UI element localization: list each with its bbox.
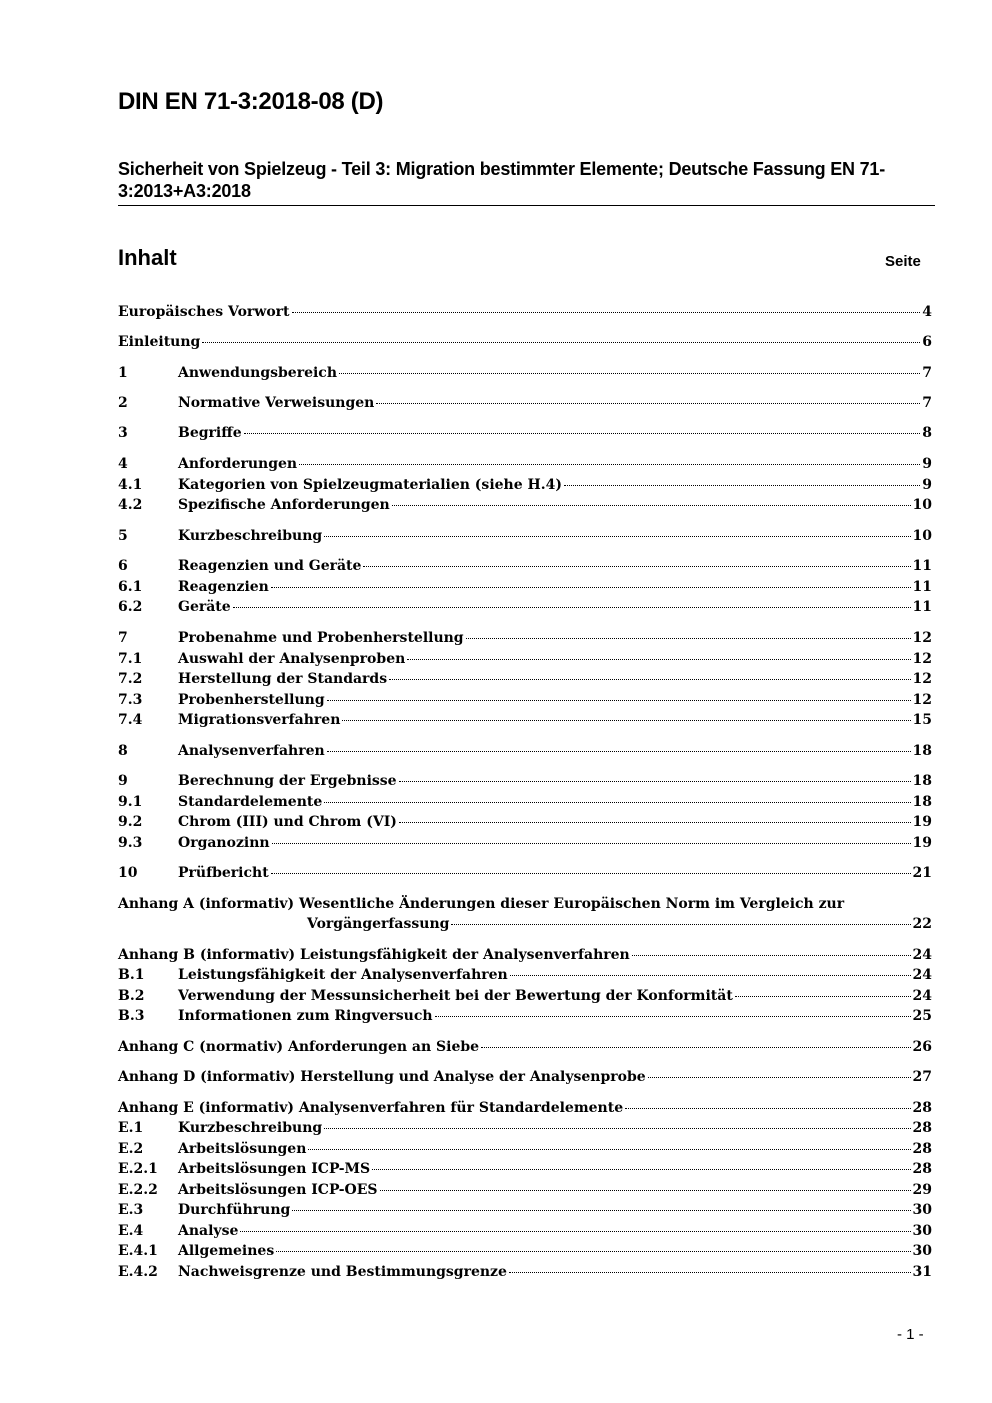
toc-entry-title: Nachweisgrenze und Bestimmungsgrenze <box>178 1264 507 1280</box>
dot-leader <box>735 996 911 997</box>
toc-entry-title: Analysenverfahren <box>178 743 325 759</box>
toc-entry-page: 29 <box>912 1182 932 1198</box>
toc-entry-page: 25 <box>912 1008 932 1024</box>
toc-entry[interactable] <box>118 597 932 617</box>
dot-leader <box>327 751 911 752</box>
dot-leader <box>292 1210 910 1211</box>
toc-entry[interactable] <box>118 1098 932 1118</box>
toc-entry[interactable] <box>118 669 932 689</box>
toc-entry-title: Herstellung der Standards <box>178 671 388 687</box>
toc-entry[interactable] <box>118 649 932 669</box>
toc-entry[interactable] <box>118 1118 932 1138</box>
dot-leader <box>324 1128 910 1129</box>
toc-entry-number: B.1 <box>118 967 145 983</box>
toc-entry[interactable] <box>118 556 932 576</box>
toc-entry-number: 6.1 <box>118 579 143 595</box>
toc-entry-page: 18 <box>912 773 932 789</box>
toc-entry-number: E.1 <box>118 1120 144 1136</box>
toc-entry-title: Spezifische Anforderungen <box>178 497 390 513</box>
toc-entry-number: 7 <box>118 630 128 646</box>
toc-entry[interactable] <box>118 577 932 597</box>
toc-entry[interactable] <box>118 1241 932 1261</box>
toc-entry[interactable] <box>118 1067 932 1087</box>
toc-entry-number: 4.1 <box>118 477 143 493</box>
toc-entry-title: Probenahme und Probenherstellung <box>178 630 464 646</box>
toc-entry[interactable] <box>118 863 932 883</box>
dot-leader <box>392 505 911 506</box>
toc-entry-page: 21 <box>912 865 932 881</box>
dot-leader <box>625 1108 910 1109</box>
toc-entry-title: Prüfbericht <box>178 865 269 881</box>
table-of-contents <box>118 0 932 1403</box>
dot-leader <box>389 679 910 680</box>
toc-entry-title: Einleitung <box>118 334 201 350</box>
toc-entry-title: Reagenzien und Geräte <box>178 558 362 574</box>
toc-entry-number: 9 <box>118 773 128 789</box>
toc-entry-page: 24 <box>912 967 932 983</box>
dot-leader <box>451 924 910 925</box>
toc-entry-page: 19 <box>912 835 932 851</box>
toc-entry-number: 10 <box>118 865 138 881</box>
toc-entry[interactable] <box>118 690 932 710</box>
dot-leader <box>648 1077 911 1078</box>
toc-entry-page: 30 <box>912 1243 932 1259</box>
dot-leader <box>466 638 911 639</box>
toc-entry-page: 11 <box>912 599 932 615</box>
toc-entry-page: 15 <box>912 712 932 728</box>
toc-entry[interactable] <box>118 833 932 853</box>
toc-entry-number: 9.2 <box>118 814 143 830</box>
toc-entry-title: Chrom (III) und Chrom (VI) <box>178 814 397 830</box>
toc-entry[interactable] <box>118 1159 932 1179</box>
toc-entry[interactable] <box>118 1037 932 1057</box>
toc-entry-page: 12 <box>912 630 932 646</box>
toc-entry[interactable] <box>118 710 932 730</box>
toc-entry-number: 8 <box>118 743 128 759</box>
toc-entry-title: Allgemeines <box>178 1243 275 1259</box>
toc-entry-title: Arbeitslösungen ICP-OES <box>178 1182 378 1198</box>
toc-entry-number: 4.2 <box>118 497 143 513</box>
toc-entry-title: Anforderungen <box>178 456 298 472</box>
toc-entry-title: Durchführung <box>178 1202 291 1218</box>
dot-leader <box>244 433 921 434</box>
dot-leader <box>632 955 911 956</box>
toc-entry-title: Standardelemente <box>178 794 323 810</box>
toc-entry-number: E.4 <box>118 1223 144 1239</box>
toc-entry[interactable] <box>118 1006 932 1026</box>
toc-entry-number: 5 <box>118 528 128 544</box>
toc-entry-title: Kategorien von Spielzeugmaterialien (siehe H.4) <box>178 477 562 493</box>
toc-entry-page: 10 <box>912 528 932 544</box>
toc-entry-title: Organozinn <box>178 835 270 851</box>
toc-entry-page: 24 <box>912 988 932 1004</box>
dot-leader <box>407 659 910 660</box>
dot-leader <box>376 403 920 404</box>
toc-entry[interactable] <box>118 771 932 791</box>
toc-entry-title: Analyse <box>178 1223 239 1239</box>
dot-leader <box>327 700 911 701</box>
toc-entry[interactable] <box>118 363 932 383</box>
dot-leader <box>510 975 911 976</box>
toc-entry-number: 7.2 <box>118 671 143 687</box>
toc-entry[interactable] <box>118 894 932 934</box>
toc-entry-number: 6 <box>118 558 128 574</box>
toc-entry-title: Berechnung der Ergebnisse <box>178 773 397 789</box>
toc-entry-page: 11 <box>912 579 932 595</box>
dot-leader <box>271 587 911 588</box>
toc-entry-page: 28 <box>912 1100 932 1116</box>
dot-leader <box>271 873 911 874</box>
toc-entry-number: E.4.2 <box>118 1264 158 1280</box>
dot-leader <box>292 312 921 313</box>
toc-entry-title-continuation: Vorgängerfassung <box>307 916 450 932</box>
toc-entry-page: 28 <box>912 1161 932 1177</box>
toc-entry[interactable] <box>118 495 932 515</box>
toc-entry-page: 30 <box>912 1223 932 1239</box>
toc-heading: Inhalt <box>118 245 177 270</box>
toc-entry-page: 30 <box>912 1202 932 1218</box>
toc-entry-page: 6 <box>922 334 932 350</box>
dot-leader <box>363 566 910 567</box>
dot-leader <box>308 1149 910 1150</box>
toc-entry-number: B.2 <box>118 988 145 1004</box>
document-id: DIN EN 71-3:2018-08 (D) <box>118 88 384 115</box>
dot-leader <box>399 822 911 823</box>
toc-entry[interactable] <box>118 526 932 546</box>
toc-entry-number: 6.2 <box>118 599 143 615</box>
dot-leader <box>324 802 910 803</box>
toc-entry-page: 28 <box>912 1141 932 1157</box>
toc-entry-page: 10 <box>912 497 932 513</box>
dot-leader <box>276 1251 910 1252</box>
toc-entry-number: 9.3 <box>118 835 143 851</box>
toc-entry-page: 8 <box>922 425 932 441</box>
toc-entry-title: Normative Verweisungen <box>178 395 375 411</box>
toc-entry-title: Europäisches Vorwort <box>118 304 290 320</box>
toc-entry-page: 4 <box>922 304 932 320</box>
toc-entry-title: Geräte <box>178 599 231 615</box>
toc-entry-title: Kurzbeschreibung <box>178 528 323 544</box>
toc-entry-title: Kurzbeschreibung <box>178 1120 323 1136</box>
toc-entry-title: Anhang B (informativ) Leistungsfähigkeit der Analysenverfahren <box>118 947 630 963</box>
dot-leader <box>339 373 920 374</box>
page-number: - 1 - <box>897 1326 924 1343</box>
dot-leader <box>324 536 910 537</box>
toc-entry-number: 7.3 <box>118 692 143 708</box>
toc-entry-page: 12 <box>912 692 932 708</box>
toc-entry-number: 3 <box>118 425 128 441</box>
toc-entry-page: 9 <box>922 456 932 472</box>
toc-entry-title: Arbeitslösungen <box>178 1141 307 1157</box>
toc-page-label: Seite <box>885 253 921 270</box>
toc-entry-page: 12 <box>912 651 932 667</box>
toc-entry-title: Arbeitslösungen ICP-MS <box>178 1161 371 1177</box>
toc-entry-title: Reagenzien <box>178 579 269 595</box>
dot-leader <box>372 1169 910 1170</box>
toc-entry-title: Probenherstellung <box>178 692 325 708</box>
dot-leader <box>564 485 920 486</box>
dot-leader <box>202 342 920 343</box>
toc-entry-number: 7.4 <box>118 712 143 728</box>
toc-entry-number: 9.1 <box>118 794 143 810</box>
toc-entry-page: 9 <box>922 477 932 493</box>
toc-entry-page: 18 <box>912 794 932 810</box>
dot-leader <box>399 781 911 782</box>
toc-entry-number: E.2.1 <box>118 1161 158 1177</box>
toc-entry[interactable] <box>118 945 932 965</box>
toc-entry-title: Begriffe <box>178 425 242 441</box>
toc-entry-number: B.3 <box>118 1008 145 1024</box>
toc-entry[interactable] <box>118 393 932 413</box>
dot-leader <box>435 1016 911 1017</box>
toc-entry-page: 12 <box>912 671 932 687</box>
toc-entry-title: Anhang A (informativ) Wesentliche Änderungen dieser Europäischen Norm im Vergleich zur <box>118 896 845 912</box>
toc-entry[interactable] <box>118 628 932 648</box>
toc-entry[interactable] <box>118 1262 932 1282</box>
toc-entry-page: 28 <box>912 1120 932 1136</box>
toc-entry[interactable] <box>118 812 932 832</box>
toc-entry-page: 19 <box>912 814 932 830</box>
toc-entry-title: Leistungsfähigkeit der Analysenverfahren <box>178 967 508 983</box>
toc-entry-number: 2 <box>118 395 128 411</box>
toc-entry-page: 7 <box>922 395 932 411</box>
toc-entry[interactable] <box>118 1180 932 1200</box>
toc-entry-number: E.3 <box>118 1202 144 1218</box>
dot-leader <box>509 1272 911 1273</box>
toc-entry[interactable] <box>118 965 932 985</box>
toc-entry-title: Auswahl der Analysenproben <box>178 651 406 667</box>
dot-leader <box>272 843 911 844</box>
toc-entry-page: 24 <box>912 947 932 963</box>
dot-leader <box>299 464 920 465</box>
toc-entry-title: Anwendungsbereich <box>178 365 337 381</box>
toc-entry[interactable] <box>118 475 932 495</box>
toc-entry-title: Verwendung der Messunsicherheit bei der Bewertung der Konformität <box>178 988 733 1004</box>
toc-entry-number: E.2 <box>118 1141 144 1157</box>
toc-entry-page: 22 <box>912 916 932 932</box>
toc-entry[interactable] <box>118 423 932 443</box>
toc-entry-number: 1 <box>118 365 128 381</box>
toc-entry-page: 31 <box>912 1264 932 1280</box>
toc-entry-page: 27 <box>912 1069 932 1085</box>
dot-leader <box>380 1190 911 1191</box>
dot-leader <box>342 720 910 721</box>
dot-leader <box>481 1047 910 1048</box>
toc-entry[interactable] <box>118 741 932 761</box>
document-title: Sicherheit von Spielzeug - Teil 3: Migration bestimmter Elemente; Deutsche Fassung EN 71-3:2013+A3:2018 <box>118 159 886 201</box>
toc-entry-page: 18 <box>912 743 932 759</box>
toc-entry-page: 11 <box>912 558 932 574</box>
toc-entry[interactable] <box>118 302 932 322</box>
toc-entry-title: Informationen zum Ringversuch <box>178 1008 433 1024</box>
toc-entry[interactable] <box>118 1221 932 1241</box>
toc-entry[interactable] <box>118 332 932 352</box>
toc-entry-number: 7.1 <box>118 651 143 667</box>
toc-entry[interactable] <box>118 986 932 1006</box>
dot-leader <box>240 1231 910 1232</box>
toc-entry-number: 4 <box>118 456 128 472</box>
dot-leader <box>233 607 911 608</box>
toc-entry-title: Anhang E (informativ) Analysenverfahren für Standardelemente <box>118 1100 624 1116</box>
toc-entry-title: Migrationsverfahren <box>178 712 341 728</box>
toc-entry-page: 7 <box>922 365 932 381</box>
toc-entry-title: Anhang C (normativ) Anforderungen an Siebe <box>118 1039 480 1055</box>
toc-entry[interactable] <box>118 1200 932 1220</box>
toc-entry-title: Anhang D (informativ) Herstellung und Analyse der Analysenprobe <box>118 1069 646 1085</box>
toc-entry[interactable] <box>118 1139 932 1159</box>
toc-entry-page: 26 <box>912 1039 932 1055</box>
toc-entry-number: E.2.2 <box>118 1182 158 1198</box>
toc-entry-number: E.4.1 <box>118 1243 158 1259</box>
toc-entry[interactable] <box>118 454 932 474</box>
toc-entry[interactable] <box>118 792 932 812</box>
